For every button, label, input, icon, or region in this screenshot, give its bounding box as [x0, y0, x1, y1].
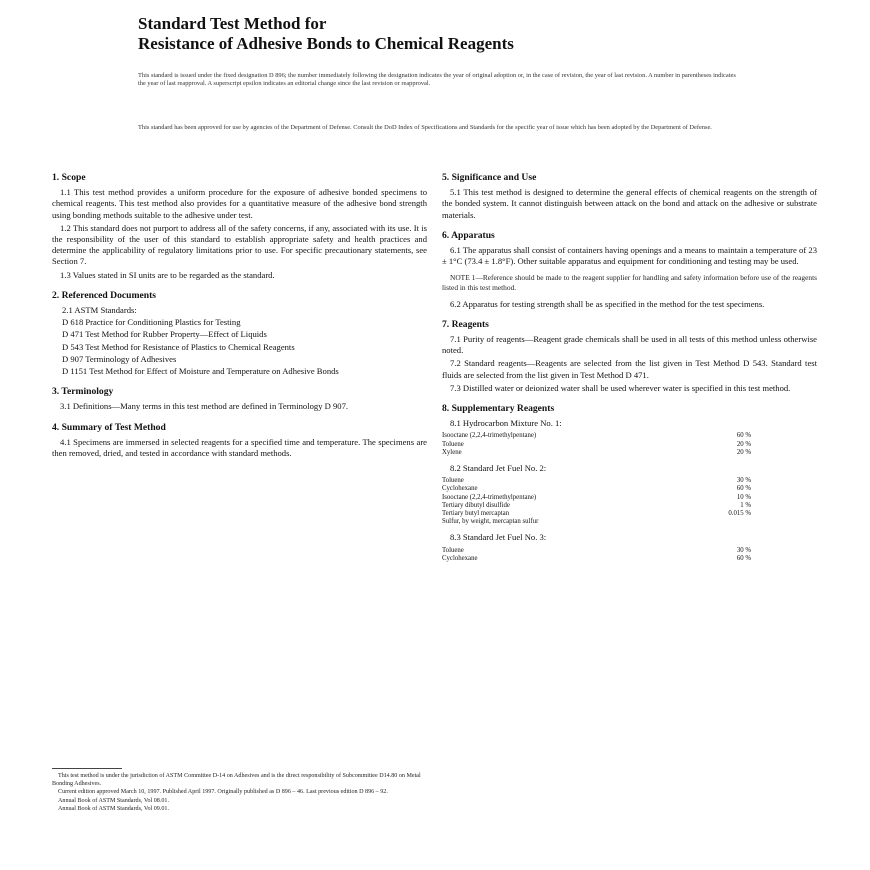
subsection-label: 8.1 Hydrocarbon Mixture No. 1: [450, 418, 562, 429]
designation-notice: This standard is issued under the fixed designation D 896; the number immediately following the designation indicates the year of original adoption or, in the case of revision, the year of last revision. A number in parentheses indicates the year of last reapproval. A superscript epsilon indicates an editorial change since the last revision or reapproval. [138, 72, 736, 87]
section-heading: 7. Reagents [442, 318, 489, 330]
footnote: This test method is under the jurisdiction of ASTM Committee D-14 on Adhesives and is the direct responsibility of Subcommittee D14.80 on Metal Bonding Adhesives. [52, 773, 421, 787]
reference-item: D 471 Test Method for Rubber Property—Effect of Liquids [62, 329, 267, 340]
formula-table [442, 432, 817, 457]
document-title-line2: Resistance of Adhesive Bonds to Chemical Reagents [138, 34, 514, 53]
formula-row: Toluene 30 % [442, 477, 751, 485]
footnote: Annual Book of ASTM Standards, Vol 09.01. [58, 806, 169, 813]
footnote-rule [52, 768, 122, 769]
paragraph: 1.3 Values stated in SI units are to be regarded as the standard. [60, 269, 275, 280]
formula-row: Toluene 30 % [442, 546, 751, 554]
left-column [52, 172, 427, 461]
reference-item: D 907 Terminology of Adhesives [62, 353, 177, 364]
title-block [138, 14, 738, 54]
paragraph: 7.2 Standard reagents—Reagents are selected from the list given in Test Method D 543. Standard test fluids are selected from the list given in Test Method D 471. [442, 358, 817, 380]
paragraph: 7.3 Distilled water or deionized water shall be used wherever water is specified in this test method. [450, 382, 791, 393]
footnote: Annual Book of ASTM Standards, Vol 08.01. [58, 797, 169, 804]
footnote: Current edition approved March 10, 1997. Published April 1997. Originally published as D 896 – 46. Last previous edition D 896 – 92. [58, 789, 388, 796]
formula-row: Xylene 20 % [442, 448, 751, 456]
subsection-label: 8.3 Standard Jet Fuel No. 3: [450, 532, 547, 543]
note: NOTE 1—Reference should be made to the reagent supplier for handling and safety information before use of the reagents listed in this test method. [442, 273, 817, 293]
section-heading: 8. Supplementary Reagents [442, 403, 555, 415]
formula-row: Tertiary dibutyl disulfide 1 % [442, 501, 751, 509]
formula-row: Cyclohexane 60 % [442, 485, 751, 493]
paragraph: 3.1 Definitions—Many terms in this test method are defined in Terminology D 907. [60, 401, 349, 412]
document-title-line1: Standard Test Method for [138, 14, 327, 33]
section-heading: 2. Referenced Documents [52, 289, 156, 301]
section-heading: 4. Summary of Test Method [52, 421, 166, 433]
section-heading: 5. Significance and Use [442, 172, 537, 183]
paragraph: 1.1 This test method provides a uniform procedure for the exposure of adhesive bonded specimens to chemical reagents. This test method also provides for a quantitative measure of the adhesive bond strength using bonding methods suitable to the adhesive under test. [52, 187, 427, 220]
paragraph: 6.2 Apparatus for testing strength shall be as specified in the method for the test specimens. [450, 298, 765, 309]
paragraph: 6.1 The apparatus shall consist of containers having openings and a means to maintain a temperature of 23 ± 1°C (73.4 ± 1.8°F). Other suitable apparatus and equipment for conditioning and testing may be used. [442, 245, 817, 267]
paragraph: 5.1 This test method is designed to determine the general effects of chemical reagents on the strength of the bonded system. It cannot distinguish between attack on the bond and attack on the adhesive or substrate materials. [442, 187, 817, 220]
dod-notice: This standard has been approved for use by agencies of the Department of Defense. Consult the DoD Index of Specifications and Standards for the specific year of issue which has been adopted by the Department of Defense. [138, 124, 712, 131]
right-column [442, 172, 817, 569]
subsection-label: 8.2 Standard Jet Fuel No. 2: [450, 463, 547, 474]
formula-row: Isooctane (2,2,4-trimethylpentane) 60 % [442, 432, 751, 440]
paragraph: 1.2 This standard does not purport to address all of the safety concerns, if any, associated with its use. It is the responsibility of the user of this standard to establish appropriate safety and health practices and determine the applicability of regulatory limitations prior to use. For specific precautionary statements, see Section 7. [52, 222, 427, 267]
footnotes [52, 768, 427, 815]
paragraph: 4.1 Specimens are immersed in selected reagents for a specified time and temperature. The specimens are then removed, dried, and tested in accordance with standard methods. [52, 436, 427, 459]
formula-row: Tertiary butyl mercaptan 0.015 % [442, 510, 751, 518]
paragraph: 7.1 Purity of reagents—Reagent grade chemicals shall be used in all tests of this method unless otherwise noted. [442, 334, 817, 356]
formula-table [442, 547, 817, 563]
formula-row: Sulfur, by weight, mercaptan sulfur [442, 518, 539, 526]
formula-row: Isooctane (2,2,4-trimethylpentane) 10 % [442, 493, 751, 501]
formula-table [442, 477, 817, 526]
reference-item: D 618 Practice for Conditioning Plastics for Testing [62, 317, 241, 328]
section-heading: 3. Terminology [52, 386, 114, 398]
reference-item: D 543 Test Method for Resistance of Plastics to Chemical Reagents [62, 341, 295, 352]
formula-row: Cyclohexane 60 % [442, 554, 751, 562]
section-heading: 1. Scope [52, 172, 86, 183]
section-heading: 6. Apparatus [442, 229, 495, 241]
reference-item: D 1151 Test Method for Effect of Moisture and Temperature on Adhesive Bonds [62, 366, 339, 377]
formula-row: Toluene 20 % [442, 440, 751, 448]
reference-intro: 2.1 ASTM Standards: [62, 305, 137, 316]
